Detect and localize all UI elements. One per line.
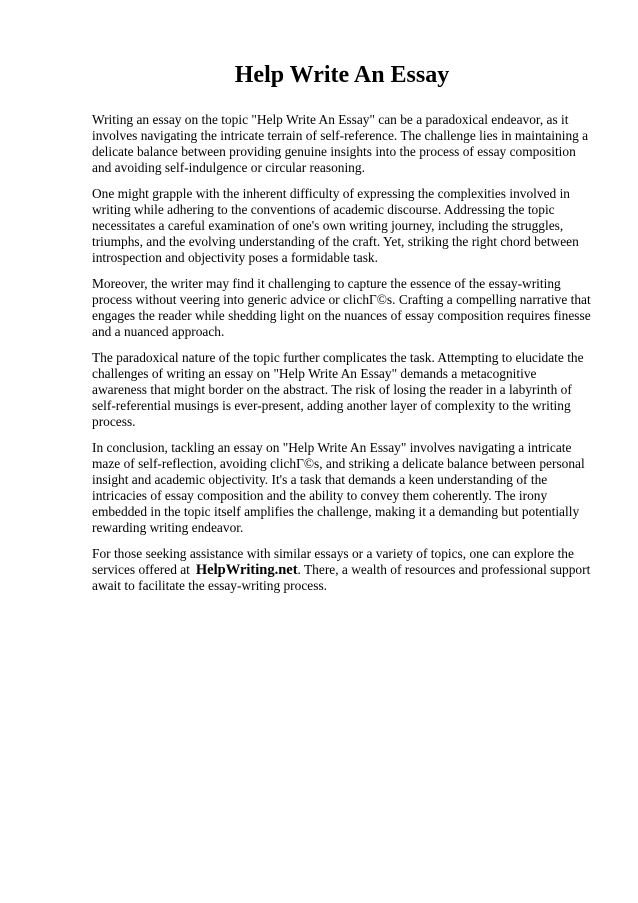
closing-text-before-link: For those seeking assistance with similar essays or a variety of topics, one can explore the services offered at bbox=[92, 546, 574, 577]
paragraph-5: In conclusion, tackling an essay on "Help Write An Essay" involves navigating a intricate maze of self-reflection, avoiding clichГ©s, and striking a delicate balance between personal insight and academic objectivity. It's a task that demands a keen understanding of the intricacies of essay composition and the ability to convey them coherently. The irony embedded in the topic itself amplifies the challenge, making it a demanding but potentially rewarding writing endeavor. bbox=[92, 440, 585, 535]
paragraph-4: The paradoxical nature of the topic further complicates the task. Attempting to elucidate the challenges of writing an essay on "Help Write An Essay" demands a metacognitive awareness that might border on the abstract. The risk of losing the reader in a labyrinth of self-referential musings is ever-present, adding another layer of complexity to the writing process. bbox=[92, 350, 584, 429]
closing-paragraph bbox=[92, 546, 592, 594]
closing-text-after-link: . There, a wealth of resources and professional support await to facilitate the essay-writing process. bbox=[92, 562, 591, 593]
paragraph-1: Writing an essay on the topic "Help Write An Essay" can be a paradoxical endeavor, as it involves navigating the intricate terrain of self-reference. The challenge lies in maintaining a delicate balance between providing genuine insights into the process of essay composition and avoiding self-indulgence or circular reasoning. bbox=[92, 112, 589, 175]
paragraph-2: One might grapple with the inherent difficulty of expressing the complexities involved in writing while adhering to the conventions of academic discourse. Addressing the topic necessitates a careful examination of one's own writing journey, including the struggles, triumphs, and the evolving understanding of the craft. Yet, striking the right chord between introspection and objectivity poses a formidable task. bbox=[92, 186, 579, 265]
document-title: Help Write An Essay bbox=[234, 62, 450, 88]
paragraph-3: Moreover, the writer may find it challenging to capture the essence of the essay-writing process without veering into generic advice or clichГ©s. Crafting a compelling narrative that engages the reader while shedding light on the nuances of essay composition requires finesse and a nuanced approach. bbox=[92, 276, 591, 339]
helpwriting-link[interactable]: HelpWriting.net bbox=[195, 562, 298, 578]
